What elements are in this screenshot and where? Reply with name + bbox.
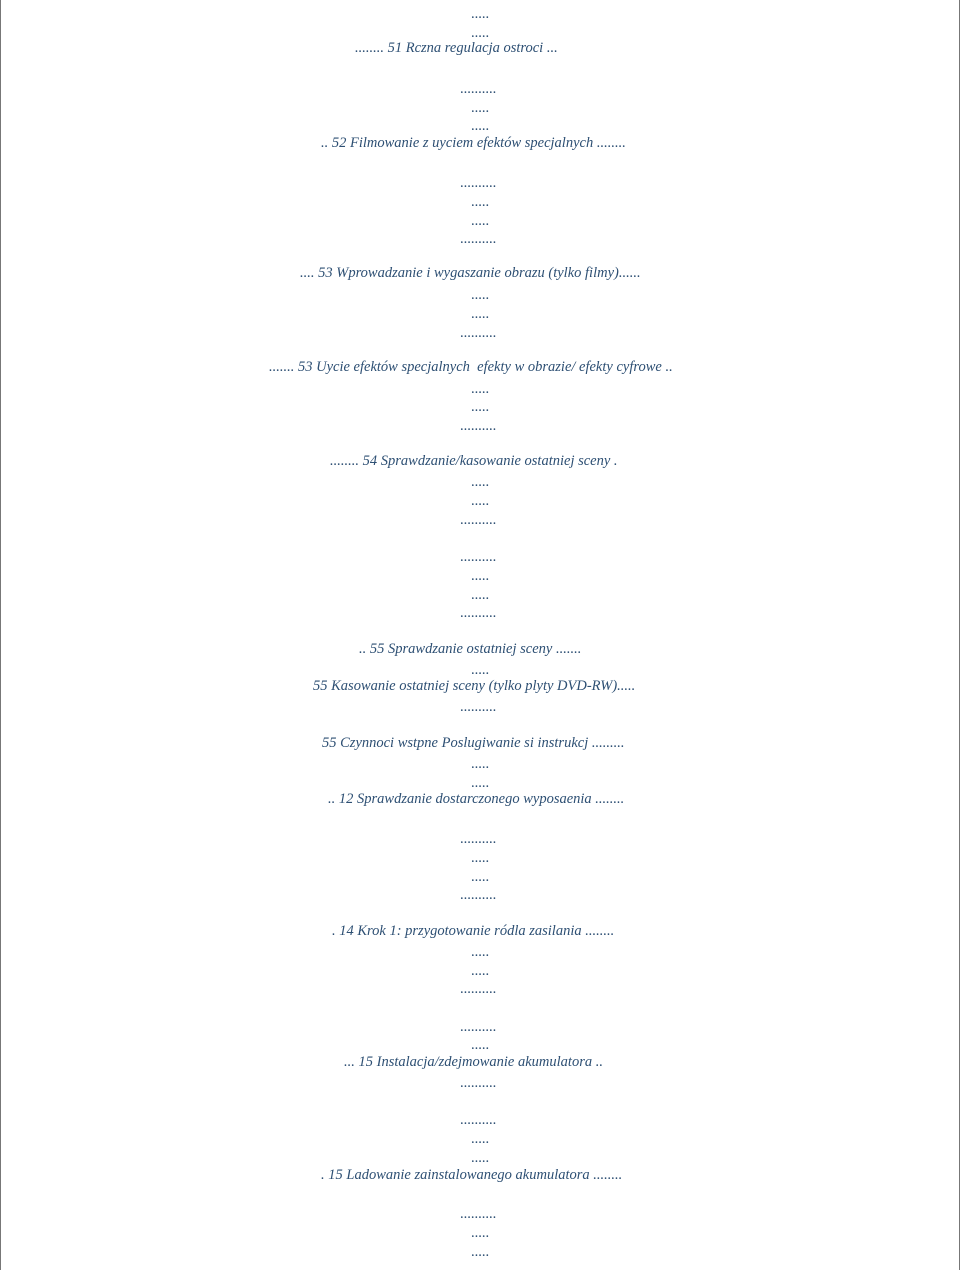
toc-line: .......... bbox=[460, 605, 497, 621]
toc-entry[interactable]: 55 Czynnoci wstpne Poslugiwanie si instrukcj ......... bbox=[322, 735, 625, 751]
toc-line: ..... bbox=[471, 662, 490, 678]
toc-line: ..... bbox=[471, 194, 490, 210]
toc-line: .......... bbox=[460, 549, 497, 565]
toc-entry[interactable]: . 14 Krok 1: przygotowanie ródla zasilania ........ bbox=[332, 923, 615, 939]
toc-line: .......... bbox=[460, 1112, 497, 1128]
toc-line: .......... bbox=[460, 1075, 497, 1091]
toc-line: ..... bbox=[471, 25, 490, 41]
toc-line: ..... bbox=[471, 568, 490, 584]
toc-line: ..... bbox=[471, 118, 490, 134]
toc-line: .......... bbox=[460, 81, 497, 97]
toc-line: .......... bbox=[460, 325, 497, 341]
toc-line: .......... bbox=[460, 512, 497, 528]
toc-line: ..... bbox=[471, 399, 490, 415]
toc-line: .......... bbox=[460, 887, 497, 903]
toc-entry[interactable]: ... 15 Instalacja/zdejmowanie akumulatora .. bbox=[344, 1054, 603, 1070]
toc-line: ..... bbox=[471, 213, 490, 229]
toc-line: ..... bbox=[471, 944, 490, 960]
toc-entry[interactable]: . 15 Ladowanie zainstalowanego akumulatora ........ bbox=[321, 1167, 623, 1183]
toc-line: ..... bbox=[471, 1037, 490, 1053]
toc-line: ..... bbox=[471, 1131, 490, 1147]
toc-entry[interactable]: .. 55 Sprawdzanie ostatniej sceny ....... bbox=[359, 641, 582, 657]
toc-line: .......... bbox=[460, 1019, 497, 1035]
toc-line: ..... bbox=[471, 6, 490, 22]
toc-line: .......... bbox=[460, 231, 497, 247]
toc-line: .......... bbox=[460, 418, 497, 434]
toc-entry[interactable]: ........ 54 Sprawdzanie/kasowanie ostatniej sceny . bbox=[330, 453, 618, 469]
toc-line: ..... bbox=[471, 1244, 490, 1260]
toc-line: ..... bbox=[471, 287, 490, 303]
toc-line: .......... bbox=[460, 175, 497, 191]
toc-line: .......... bbox=[460, 981, 497, 997]
toc-line: ..... bbox=[471, 775, 490, 791]
toc-line: ..... bbox=[471, 963, 490, 979]
toc-line: ..... bbox=[471, 756, 490, 772]
toc-line: ..... bbox=[471, 587, 490, 603]
toc-entry[interactable]: .. 12 Sprawdzanie dostarczonego wyposaenia ........ bbox=[328, 791, 625, 807]
toc-line: ..... bbox=[471, 869, 490, 885]
toc-line: ..... bbox=[471, 1150, 490, 1166]
toc-entry[interactable]: ....... 53 Uycie efektów specjalnych efekty w obrazie/ efekty cyfrowe .. bbox=[269, 359, 673, 375]
toc-entry[interactable]: .. 52 Filmowanie z uyciem efektów specjalnych ........ bbox=[321, 135, 626, 151]
toc-entry[interactable]: .... 53 Wprowadzanie i wygaszanie obrazu (tylko filmy)...... bbox=[300, 265, 641, 281]
toc-line: ..... bbox=[471, 1225, 490, 1241]
toc-line: ..... bbox=[471, 100, 490, 116]
toc-line: ..... bbox=[471, 381, 490, 397]
toc-entry[interactable]: ........ 51 Rczna regulacja ostroci ... bbox=[355, 40, 558, 56]
toc-line: ..... bbox=[471, 474, 490, 490]
toc-entry[interactable]: 55 Kasowanie ostatniej sceny (tylko plyty DVD-RW)..... bbox=[313, 678, 636, 694]
toc-line: .......... bbox=[460, 699, 497, 715]
toc-line: .......... bbox=[460, 831, 497, 847]
toc-line: .......... bbox=[460, 1206, 497, 1222]
toc-line: ..... bbox=[471, 306, 490, 322]
toc-line: ..... bbox=[471, 493, 490, 509]
toc-line: ..... bbox=[471, 850, 490, 866]
